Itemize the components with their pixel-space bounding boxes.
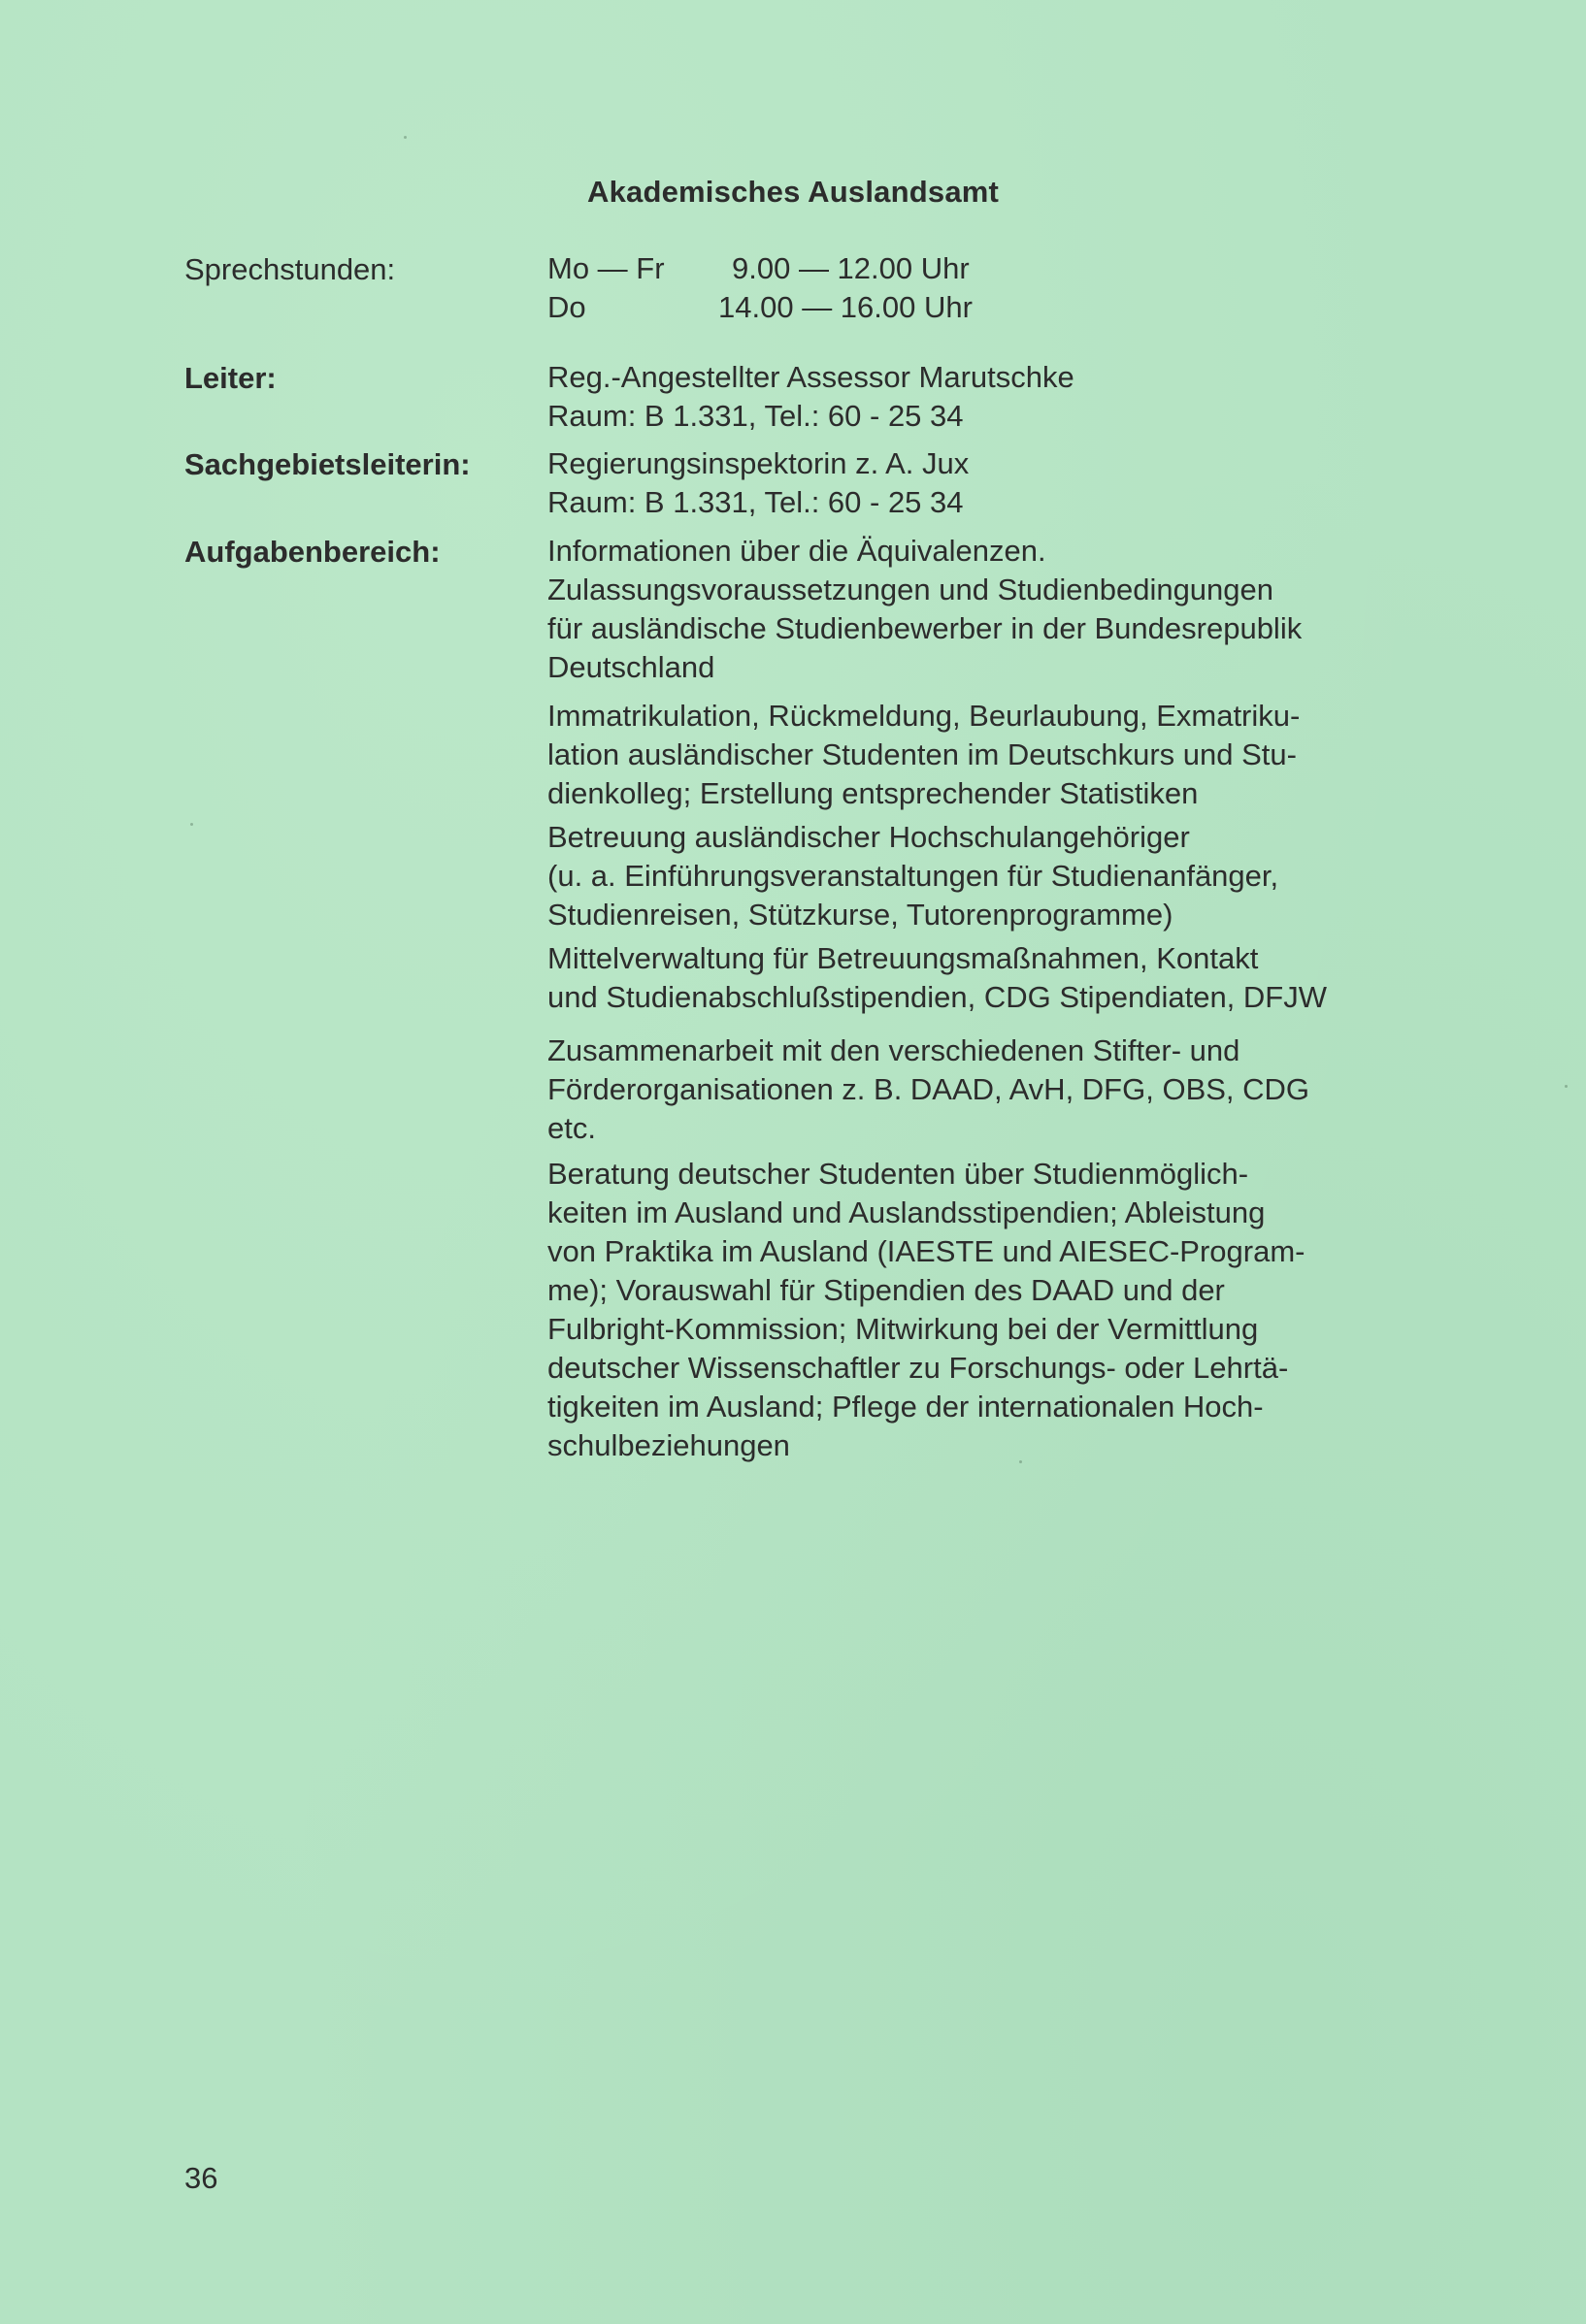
leiter-label: Leiter: — [184, 361, 277, 395]
paragraph-line: dienkolleg; Erstellung entsprechender Statistiken — [547, 776, 1199, 810]
sachgebietsleiterin-info — [547, 444, 969, 522]
paragraph-line: tigkeiten im Ausland; Pflege der internationalen Hoch- — [547, 1390, 1264, 1424]
paragraph-line: und Studienabschlußstipendien, CDG Stipendiaten, DFJW — [547, 980, 1327, 1014]
paragraph-line: me); Vorauswahl für Stipendien des DAAD und der — [547, 1273, 1225, 1307]
hours-days: Do — [547, 290, 586, 324]
paragraph-line: von Praktika im Ausland (IAESTE und AIESEC-Program- — [547, 1234, 1305, 1268]
hours-row — [547, 249, 973, 288]
leiter-info — [547, 358, 1074, 436]
paragraph-line: Mittelverwaltung für Betreuungsmaßnahmen, Kontakt — [547, 941, 1259, 975]
hours-row — [547, 288, 973, 327]
page-title: Akademisches Auslandsamt — [587, 175, 1000, 209]
hours-days: Mo — Fr — [547, 251, 665, 285]
aufgaben-paragraph — [547, 697, 1300, 813]
sprechstunden-hours — [547, 249, 973, 327]
paper-speck — [1565, 1085, 1568, 1088]
sachgebietsleiterin-name: Regierungsinspektorin z. A. Jux — [547, 446, 970, 480]
paragraph-line: Informationen über die Äquivalenzen. — [547, 534, 1046, 568]
paragraph-line: lation ausländischer Studenten im Deutschkurs und Stu- — [547, 737, 1297, 771]
paragraph-line: Immatrikulation, Rückmeldung, Beurlaubung, Exmatriku- — [547, 699, 1301, 733]
paragraph-line: etc. — [547, 1111, 596, 1145]
paper-speck — [190, 823, 193, 826]
aufgabenbereich-label: Aufgabenbereich: — [184, 535, 441, 569]
leiter-room: Raum: B 1.331, Tel.: 60 - 25 34 — [547, 399, 964, 433]
paragraph-line: Zulassungsvoraussetzungen und Studienbedingungen — [547, 573, 1274, 606]
hours-time: 14.00 — 16.00 Uhr — [718, 290, 973, 324]
aufgaben-paragraph — [547, 1155, 1305, 1465]
paragraph-line: für ausländische Studienbewerber in der Bundesrepublik — [547, 611, 1303, 645]
paragraph-line: Deutschland — [547, 650, 715, 684]
aufgaben-paragraph — [547, 818, 1278, 934]
paragraph-line: Fulbright-Kommission; Mitwirkung bei der Vermittlung — [547, 1312, 1259, 1346]
paragraph-line: Zusammenarbeit mit den verschiedenen Stifter- und — [547, 1033, 1240, 1067]
aufgaben-paragraph — [547, 532, 1302, 687]
paragraph-line: Betreuung ausländischer Hochschulangehöriger — [547, 820, 1190, 854]
page-number: 36 — [184, 2161, 218, 2195]
paper-speck — [404, 136, 407, 139]
paragraph-line: deutscher Wissenschaftler zu Forschungs- oder Lehrtä- — [547, 1351, 1289, 1385]
sprechstunden-label: Sprechstunden: — [184, 252, 396, 286]
paragraph-line: Studienreisen, Stützkurse, Tutorenprogramme) — [547, 898, 1173, 932]
leiter-name: Reg.-Angestellter Assessor Marutschke — [547, 360, 1074, 394]
aufgaben-paragraph — [547, 1031, 1309, 1148]
sachgebietsleiterin-room: Raum: B 1.331, Tel.: 60 - 25 34 — [547, 485, 964, 519]
paragraph-line: keiten im Ausland und Auslandsstipendien; Ableistung — [547, 1195, 1266, 1229]
paragraph-line: Förderorganisationen z. B. DAAD, AvH, DFG, OBS, CDG — [547, 1072, 1310, 1106]
hours-time: 9.00 — 12.00 Uhr — [732, 251, 970, 285]
paragraph-line: (u. a. Einführungsveranstaltungen für Studienanfänger, — [547, 859, 1279, 893]
aufgaben-paragraph — [547, 939, 1327, 1017]
sachgebietsleiterin-label: Sachgebietsleiterin: — [184, 447, 471, 481]
paragraph-line: Beratung deutscher Studenten über Studienmöglich- — [547, 1157, 1249, 1191]
paragraph-line: schulbeziehungen — [547, 1428, 790, 1462]
